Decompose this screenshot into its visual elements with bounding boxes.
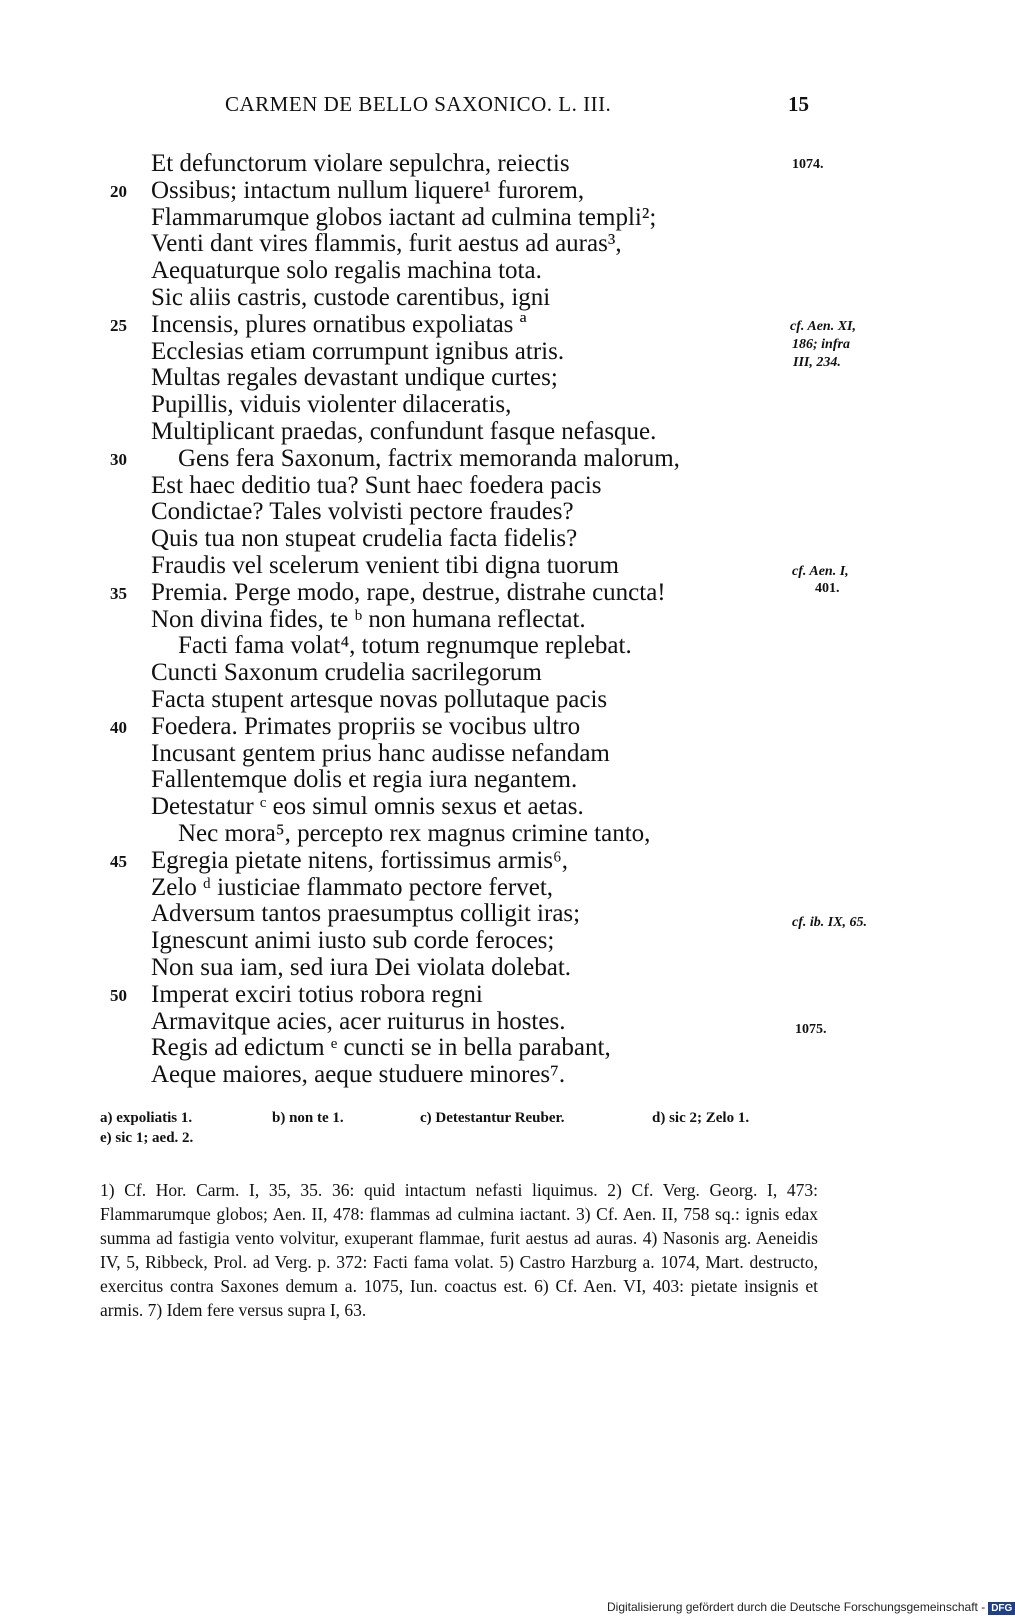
verse-line	[0, 473, 1000, 500]
verse-text: Multiplicant praedas, confundunt fasque nefasque.	[151, 417, 657, 445]
verse-line	[0, 633, 1000, 660]
verse-text: Ecclesias etiam corrumpunt ignibus atris.	[151, 337, 565, 365]
verse-text: Egregia pietate nitens, fortissimus armis⁶,	[151, 846, 568, 874]
verse-line	[0, 848, 1000, 875]
verse-line	[0, 178, 1000, 205]
verse-text: Ignescunt animi iusto sub corde feroces;	[151, 927, 555, 955]
verse-line	[0, 741, 1000, 768]
verse-text: Detestatur ᶜ eos simul omnis sexus et aetas.	[151, 793, 584, 821]
verse-text: Facti fama volat⁴, totum regnumque replebat.	[178, 632, 632, 660]
verse-line	[0, 580, 1000, 607]
verse-line	[0, 365, 1000, 392]
margin-note-aen-xi-line2: 186; infra	[792, 337, 850, 352]
verse-line	[0, 875, 1000, 902]
verse-text: Regis ad edictum ᵉ cuncti se in bella parabant,	[151, 1034, 611, 1062]
verse-number: 40	[110, 717, 127, 737]
apparatus-note-a: a) expoliatis 1.	[100, 1110, 193, 1126]
verse-text: Quis tua non stupeat crudelia facta fidelis?	[151, 525, 578, 553]
verse-text: Ossibus; intactum nullum liquere¹ furorem,	[151, 176, 585, 204]
verse-text: Imperat exciri totius robora regni	[151, 980, 483, 1008]
verse-line	[0, 714, 1000, 741]
margin-note-aen-xi-line1: cf. Aen. XI,	[790, 319, 856, 334]
verse-line	[0, 446, 1000, 473]
margin-note-ib-ix: cf. ib. IX, 65.	[792, 915, 868, 930]
verse-line	[0, 1009, 1000, 1036]
critical-apparatus	[100, 1108, 820, 1148]
verse-line	[0, 526, 1000, 553]
verse-line	[0, 1035, 1000, 1062]
dfg-logo: DFG	[988, 1602, 1015, 1615]
verse-line	[0, 553, 1000, 580]
notes-paragraph: 1) Cf. Hor. Carm. I, 35, 35. 36: quid intactum nefasti liquimus. 2) Cf. Verg. Georg. I, 473: Flammarumque globos; Aen. II, 478: flammas ad culmina iactant. 3) Cf. Aen. II, 758 sq.: ignis edax summa ad fastigia vento volvitur, exuperant flammae, furit aestus ad auras. 4) Nasonis arg. Aeneidis IV, 5, Ribbeck, Prol. ad Verg. p. 372: Facti fama volat. 5) Castro Harzburg a. 1074, Mart. destructo, exercitus contra Saxones demum a. 1075, Iun. coactus est. 6) Cf. Aen. VI, 403: pietate insignis et armis. 7) Idem fere versus supra I, 63.	[100, 1180, 818, 1320]
verse-number: 30	[110, 449, 127, 469]
verse-text: Incusant gentem prius hanc audisse nefandam	[151, 739, 610, 767]
apparatus-note-b: b) non te 1.	[272, 1110, 344, 1126]
verse-number: 35	[110, 583, 127, 603]
verse-block	[0, 151, 1000, 1089]
apparatus-note-d: d) sic 2; Zelo 1.	[652, 1110, 750, 1126]
verse-text: Aeque maiores, aeque studuere minores⁷.	[151, 1061, 566, 1089]
margin-note-aen-i-line2: 401.	[815, 581, 840, 596]
verse-line	[0, 339, 1000, 366]
verse-line	[0, 285, 1000, 312]
verse-line	[0, 928, 1000, 955]
verse-text: Et defunctorum violare sepulchra, reiectis	[151, 150, 570, 177]
digitization-credit	[607, 1600, 1015, 1615]
verse-text: Est haec deditio tua? Sunt haec foedera pacis	[151, 471, 602, 499]
verse-line	[0, 687, 1000, 714]
verse-number: 50	[110, 985, 127, 1005]
verse-line	[0, 794, 1000, 821]
running-head: CARMEN DE BELLO SAXONICO. L. III.	[225, 92, 612, 116]
margin-note-aen-xi-line3: III, 234.	[793, 355, 841, 370]
verse-number: 25	[110, 315, 127, 335]
verse-line	[0, 419, 1000, 446]
verse-line	[0, 231, 1000, 258]
verse-number: 20	[110, 181, 127, 201]
apparatus-note-e: e) sic 1; aed. 2.	[100, 1130, 194, 1146]
verse-line	[0, 955, 1000, 982]
verse-text: Gens fera Saxonum, factrix memoranda malorum,	[178, 444, 680, 472]
verse-text: Cuncti Saxonum crudelia sacrilegorum	[151, 659, 542, 687]
verse-text: Armavitque acies, acer ruiturus in hostes.	[151, 1007, 566, 1035]
verse-line	[0, 607, 1000, 634]
verse-text: Non sua iam, sed iura Dei violata dolebat.	[151, 953, 572, 981]
verse-text: Incensis, plures ornatibus expoliatas ª	[151, 310, 527, 338]
explanatory-notes	[100, 1178, 818, 1322]
verse-text: Venti dant vires flammis, furit aestus ad auras³,	[151, 230, 622, 258]
verse-number: 45	[110, 851, 127, 871]
verse-line	[0, 499, 1000, 526]
verse-line	[0, 151, 1000, 178]
verse-text: Pupillis, viduis violenter dilaceratis,	[151, 391, 512, 419]
verse-text: Flammarumque globos iactant ad culmina templi²;	[151, 203, 657, 231]
margin-note-aen-i-line1: cf. Aen. I,	[792, 564, 849, 579]
verse-text: Sic aliis castris, custode carentibus, igni	[151, 283, 551, 311]
verse-line	[0, 258, 1000, 285]
verse-text: Fallentemque dolis et regia iura negantem.	[151, 766, 578, 794]
verse-line	[0, 982, 1000, 1009]
verse-text: Zelo ᵈ iusticiae flammato pectore fervet,	[151, 873, 554, 901]
verse-line	[0, 660, 1000, 687]
verse-text: Condictae? Tales volvisti pectore fraudes?	[151, 498, 574, 526]
margin-note-year-1074: 1074.	[792, 157, 824, 172]
verse-text: Premia. Perge modo, rape, destrue, distrahe cuncta!	[151, 578, 666, 606]
verse-text: Multas regales devastant undique curtes;	[151, 364, 558, 392]
verse-line	[0, 1062, 1000, 1089]
verse-text: Foedera. Primates propriis se vocibus ultro	[151, 712, 581, 740]
verse-text: Fraudis vel scelerum venient tibi digna tuorum	[151, 551, 619, 579]
digitization-credit-text: Digitalisierung gefördert durch die Deutsche Forschungsgemeinschaft -	[607, 1600, 986, 1614]
page-number: 15	[788, 92, 809, 116]
verse-text: Non divina fides, te ᵇ non humana reflectat.	[151, 605, 586, 633]
margin-note-year-1075: 1075.	[795, 1022, 827, 1037]
verse-text: Adversum tantos praesumptus colligit iras;	[151, 900, 581, 928]
verse-line	[0, 392, 1000, 419]
verse-line	[0, 821, 1000, 848]
verse-line	[0, 205, 1000, 232]
apparatus-note-c: c) Detestantur Reuber.	[420, 1110, 565, 1126]
verse-text: Facta stupent artesque novas pollutaque pacis	[151, 685, 608, 713]
verse-text: Nec mora⁵, percepto rex magnus crimine tanto,	[178, 819, 651, 847]
verse-text: Aequaturque solo regalis machina tota.	[151, 257, 542, 285]
verse-line	[0, 767, 1000, 794]
